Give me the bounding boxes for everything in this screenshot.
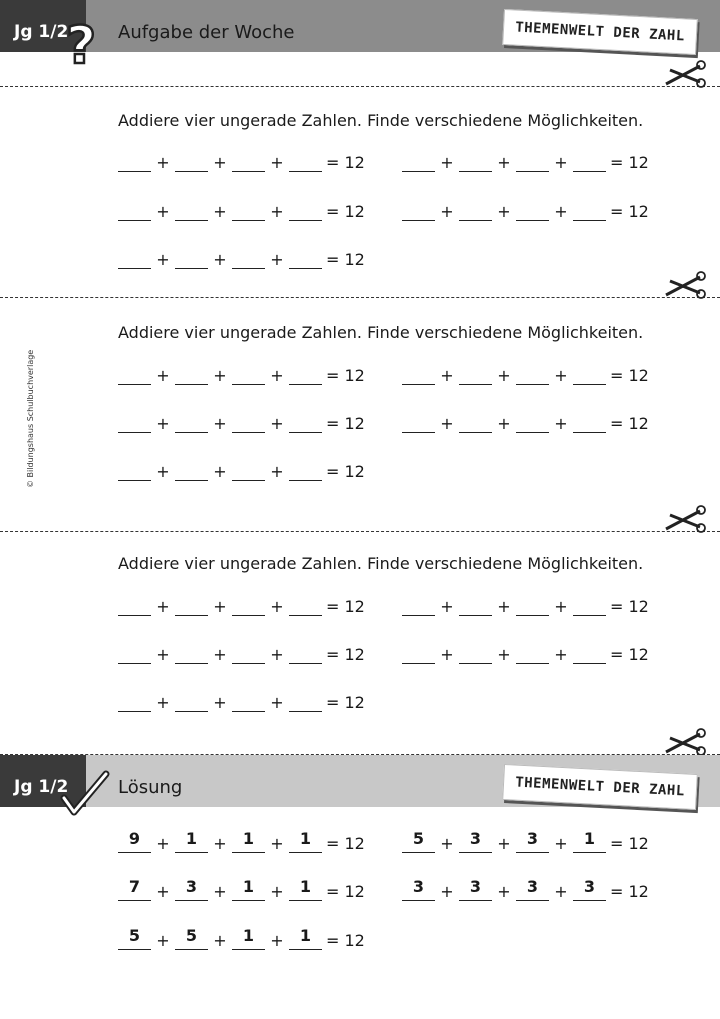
blank-equation	[118, 457, 365, 481]
answer-blank	[402, 641, 435, 664]
blank-equation	[402, 409, 649, 433]
answer-blank	[402, 593, 435, 616]
plus-sign: +	[213, 597, 227, 616]
plus-sign: +	[156, 597, 170, 616]
blank-equation	[118, 592, 365, 616]
answer-blank	[118, 149, 151, 172]
answer-blank	[118, 593, 151, 616]
plus-sign: +	[270, 693, 284, 712]
answer-blank	[573, 149, 606, 172]
blank-equation	[118, 688, 365, 712]
answer-value: 3	[175, 878, 208, 901]
answer-blank	[118, 641, 151, 664]
plus-sign: +	[554, 597, 568, 616]
answer-blank	[289, 149, 322, 172]
answer-blank	[232, 246, 265, 269]
answer-value: 1	[232, 830, 265, 853]
answer-blank	[175, 641, 208, 664]
plus-sign: +	[270, 882, 284, 901]
plus-sign: +	[156, 462, 170, 481]
plus-sign: +	[156, 366, 170, 385]
plus-sign: +	[213, 366, 227, 385]
answer-blank	[289, 458, 322, 481]
answer-blank	[573, 198, 606, 221]
solution-equation	[118, 926, 365, 950]
answer-blank	[573, 641, 606, 664]
plus-sign: +	[213, 693, 227, 712]
answer-value: 1	[573, 830, 606, 853]
plus-sign: +	[270, 414, 284, 433]
answer-blank	[289, 410, 322, 433]
plus-sign: +	[156, 834, 170, 853]
answer-blank	[232, 410, 265, 433]
answer-value: 3	[459, 830, 492, 853]
plus-sign: +	[440, 202, 454, 221]
plus-sign: +	[270, 597, 284, 616]
scissors-icon	[664, 60, 706, 88]
answer-blank	[402, 149, 435, 172]
plus-sign: +	[156, 250, 170, 269]
answer-blank	[516, 641, 549, 664]
answer-blank	[289, 362, 322, 385]
answer-blank	[573, 410, 606, 433]
page-title: Aufgabe der Woche	[118, 22, 295, 43]
answer-value: 3	[516, 878, 549, 901]
blank-equation	[118, 361, 365, 385]
cut-line	[0, 297, 720, 298]
answer-blank	[175, 198, 208, 221]
answer-blank	[516, 149, 549, 172]
answer-blank	[232, 689, 265, 712]
plus-sign: +	[270, 931, 284, 950]
equation-result: = 12	[326, 645, 365, 664]
answer-blank	[402, 198, 435, 221]
answer-blank	[175, 689, 208, 712]
plus-sign: +	[440, 597, 454, 616]
answer-blank	[402, 410, 435, 433]
plus-sign: +	[497, 366, 511, 385]
plus-sign: +	[156, 645, 170, 664]
answer-blank	[289, 593, 322, 616]
equation-result: = 12	[326, 366, 365, 385]
question-mark-icon: ?	[66, 16, 97, 76]
answer-blank	[175, 458, 208, 481]
blank-equation	[118, 409, 365, 433]
plus-sign: +	[497, 645, 511, 664]
theme-stamp: THEMENWELT DER ZAHL	[502, 9, 698, 55]
answer-blank	[118, 458, 151, 481]
scissors-icon	[664, 505, 706, 533]
answer-blank	[232, 362, 265, 385]
answer-blank	[232, 593, 265, 616]
equation-result: = 12	[610, 366, 649, 385]
answer-blank	[459, 593, 492, 616]
answer-value: 3	[573, 878, 606, 901]
grade-label: Jg 1/2	[14, 777, 69, 797]
equation-result: = 12	[326, 597, 365, 616]
answer-value: 1	[289, 878, 322, 901]
solution-equation	[118, 877, 365, 901]
theme-stamp: THEMENWELT DER ZAHL	[502, 764, 698, 810]
equation-result: = 12	[610, 153, 649, 172]
answer-blank	[516, 410, 549, 433]
solution-equation	[402, 829, 649, 853]
task-instruction: Addiere vier ungerade Zahlen. Finde verschiedene Möglichkeiten.	[118, 323, 644, 342]
plus-sign: +	[497, 597, 511, 616]
plus-sign: +	[440, 153, 454, 172]
plus-sign: +	[440, 882, 454, 901]
answer-blank	[459, 149, 492, 172]
plus-sign: +	[156, 153, 170, 172]
plus-sign: +	[554, 882, 568, 901]
plus-sign: +	[440, 366, 454, 385]
task-instruction: Addiere vier ungerade Zahlen. Finde verschiedene Möglichkeiten.	[118, 554, 644, 573]
cut-line	[0, 531, 720, 532]
blank-equation	[402, 592, 649, 616]
answer-blank	[118, 198, 151, 221]
answer-blank	[516, 593, 549, 616]
plus-sign: +	[554, 366, 568, 385]
plus-sign: +	[213, 462, 227, 481]
plus-sign: +	[213, 414, 227, 433]
answer-blank	[459, 198, 492, 221]
equation-result: = 12	[326, 693, 365, 712]
answer-blank	[175, 410, 208, 433]
answer-value: 1	[232, 878, 265, 901]
plus-sign: +	[270, 645, 284, 664]
answer-blank	[118, 689, 151, 712]
answer-blank	[289, 689, 322, 712]
answer-blank	[516, 198, 549, 221]
plus-sign: +	[270, 834, 284, 853]
answer-value: 1	[232, 927, 265, 950]
plus-sign: +	[213, 882, 227, 901]
solution-title: Lösung	[118, 777, 183, 798]
answer-blank	[402, 362, 435, 385]
answer-value: 3	[402, 878, 435, 901]
plus-sign: +	[270, 153, 284, 172]
answer-value: 5	[175, 927, 208, 950]
plus-sign: +	[497, 202, 511, 221]
blank-equation	[118, 148, 365, 172]
answer-blank	[118, 246, 151, 269]
equation-result: = 12	[326, 931, 365, 950]
answer-blank	[232, 458, 265, 481]
solution-equation	[402, 877, 649, 901]
task-instruction: Addiere vier ungerade Zahlen. Finde verschiedene Möglichkeiten.	[118, 111, 644, 130]
answer-value: 3	[459, 878, 492, 901]
blank-equation	[118, 197, 365, 221]
plus-sign: +	[213, 250, 227, 269]
equation-result: = 12	[326, 882, 365, 901]
plus-sign: +	[156, 931, 170, 950]
plus-sign: +	[497, 153, 511, 172]
equation-result: = 12	[610, 414, 649, 433]
plus-sign: +	[213, 931, 227, 950]
equation-result: = 12	[610, 202, 649, 221]
plus-sign: +	[554, 202, 568, 221]
plus-sign: +	[497, 882, 511, 901]
blank-equation	[118, 640, 365, 664]
answer-value: 7	[118, 878, 151, 901]
plus-sign: +	[270, 202, 284, 221]
answer-blank	[289, 641, 322, 664]
blank-equation	[118, 245, 365, 269]
plus-sign: +	[213, 202, 227, 221]
answer-value: 1	[175, 830, 208, 853]
grade-label: Jg 1/2	[14, 22, 69, 42]
plus-sign: +	[156, 693, 170, 712]
equation-result: = 12	[610, 834, 649, 853]
plus-sign: +	[440, 834, 454, 853]
plus-sign: +	[156, 882, 170, 901]
answer-blank	[232, 149, 265, 172]
answer-value: 5	[402, 830, 435, 853]
equation-result: = 12	[326, 202, 365, 221]
plus-sign: +	[156, 414, 170, 433]
plus-sign: +	[554, 645, 568, 664]
answer-blank	[118, 410, 151, 433]
blank-equation	[402, 197, 649, 221]
plus-sign: +	[270, 250, 284, 269]
scissors-icon	[664, 271, 706, 299]
answer-value: 5	[118, 927, 151, 950]
answer-blank	[573, 593, 606, 616]
answer-value: 1	[289, 830, 322, 853]
answer-blank	[516, 362, 549, 385]
plus-sign: +	[554, 834, 568, 853]
answer-blank	[289, 198, 322, 221]
cut-line	[0, 86, 720, 87]
answer-blank	[573, 362, 606, 385]
plus-sign: +	[270, 462, 284, 481]
answer-blank	[175, 593, 208, 616]
equation-result: = 12	[326, 414, 365, 433]
solution-equation	[118, 829, 365, 853]
plus-sign: +	[440, 645, 454, 664]
answer-blank	[232, 641, 265, 664]
answer-blank	[175, 362, 208, 385]
blank-equation	[402, 640, 649, 664]
blank-equation	[402, 361, 649, 385]
answer-value: 1	[289, 927, 322, 950]
checkmark-icon	[60, 770, 110, 816]
answer-blank	[459, 641, 492, 664]
answer-value: 9	[118, 830, 151, 853]
equation-result: = 12	[326, 250, 365, 269]
equation-result: = 12	[610, 882, 649, 901]
answer-blank	[459, 410, 492, 433]
plus-sign: +	[213, 645, 227, 664]
answer-blank	[459, 362, 492, 385]
equation-result: = 12	[610, 597, 649, 616]
answer-blank	[289, 246, 322, 269]
plus-sign: +	[440, 414, 454, 433]
equation-result: = 12	[326, 462, 365, 481]
answer-blank	[175, 246, 208, 269]
plus-sign: +	[156, 202, 170, 221]
answer-value: 3	[516, 830, 549, 853]
plus-sign: +	[270, 366, 284, 385]
equation-result: = 12	[610, 645, 649, 664]
plus-sign: +	[554, 153, 568, 172]
blank-equation	[402, 148, 649, 172]
plus-sign: +	[554, 414, 568, 433]
equation-result: = 12	[326, 834, 365, 853]
plus-sign: +	[497, 834, 511, 853]
equation-result: = 12	[326, 153, 365, 172]
copyright-note: © Bildungshaus Schulbuchverlage	[26, 349, 35, 488]
plus-sign: +	[213, 834, 227, 853]
answer-blank	[118, 362, 151, 385]
scissors-icon	[664, 728, 706, 756]
answer-blank	[175, 149, 208, 172]
plus-sign: +	[497, 414, 511, 433]
task-header	[0, 0, 720, 52]
answer-blank	[232, 198, 265, 221]
plus-sign: +	[213, 153, 227, 172]
